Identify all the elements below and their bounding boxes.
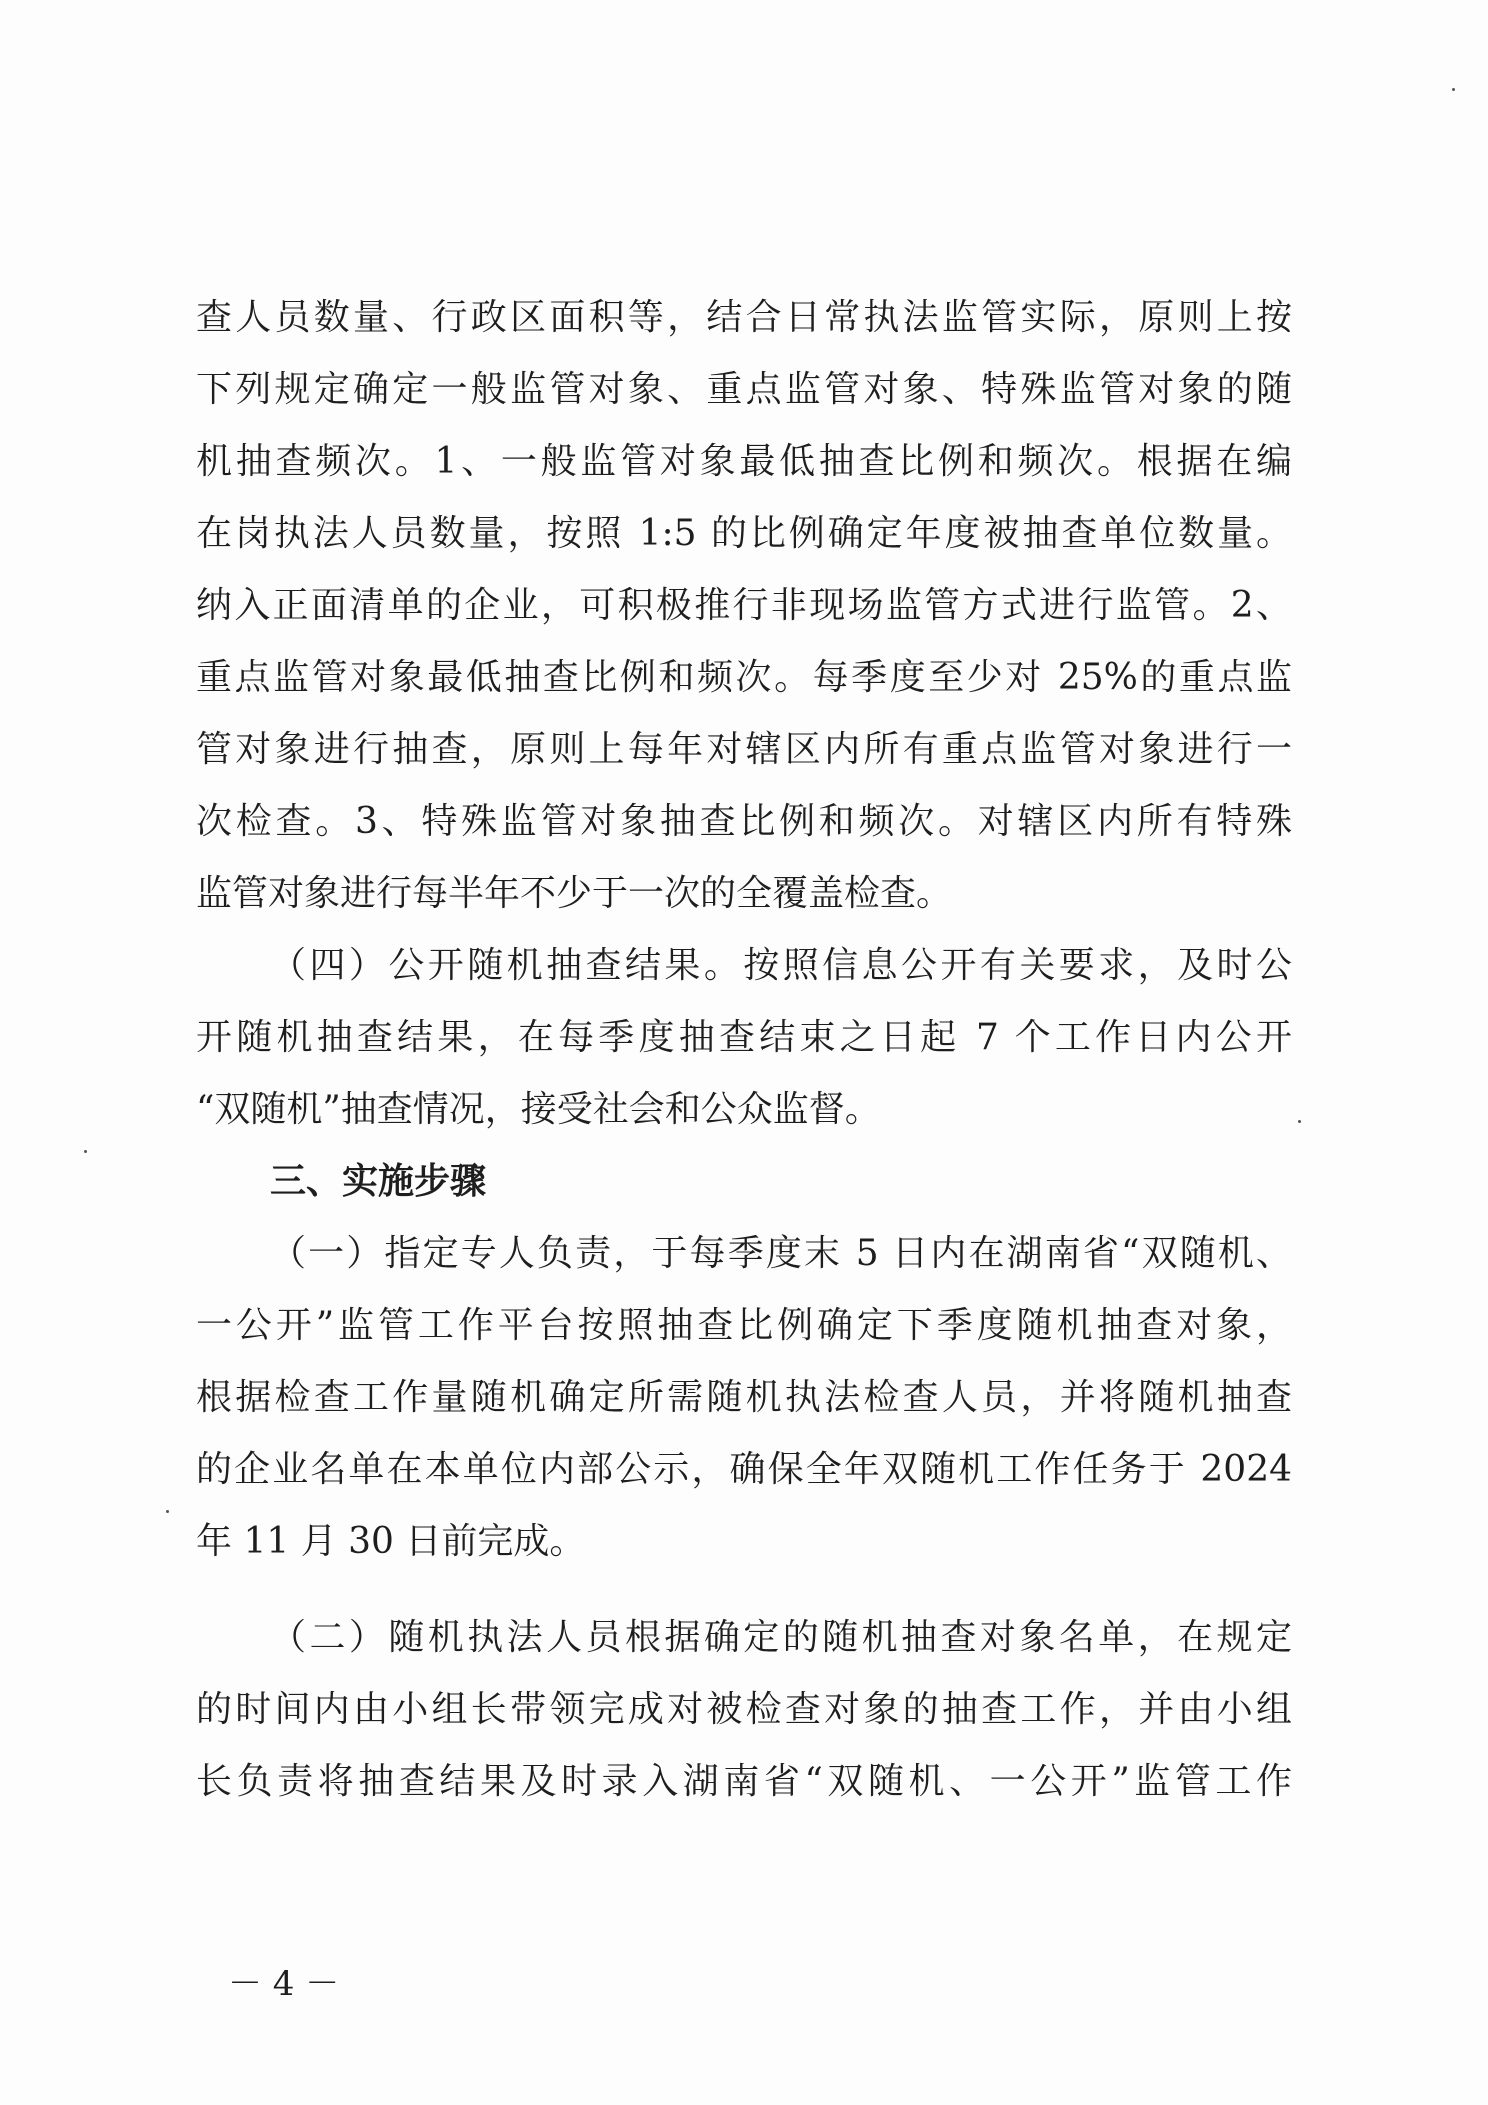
paragraph-line-7: 管对象进行抽查，原则上每年对辖区内所有重点监管对象进行一 xyxy=(196,729,1292,770)
paragraph-line-8: 次检查。3、特殊监管对象抽查比例和频次。对辖区内所有特殊 xyxy=(196,801,1292,842)
paragraph-line-3: 机抽查频次。1、一般监管对象最低抽查比例和频次。根据在编 xyxy=(196,441,1292,482)
paragraph-line-6: 重点监管对象最低抽查比例和频次。每季度至少对 25%的重点监 xyxy=(196,657,1292,698)
paragraph-line-9: 监管对象进行每半年不少于一次的全覆盖检查。 xyxy=(196,873,953,914)
paragraph-line-15: 一公开”监管工作平台按照抽查比例确定下季度随机抽查对象， xyxy=(196,1305,1292,1346)
paragraph-line-19: （二）随机执法人员根据确定的随机抽查对象名单，在规定 xyxy=(270,1617,1292,1658)
paragraph-line-11: 开随机抽查结果，在每季度抽查结束之日起 7 个工作日内公开 xyxy=(196,1017,1292,1058)
paragraph-line-18: 年 11 月 30 日前完成。 xyxy=(196,1521,586,1562)
paragraph-line-12: “双随机”抽查情况，接受社会和公众监督。 xyxy=(196,1089,881,1130)
paragraph-line-14: （一）指定专人负责，于每季度末 5 日内在湖南省“双随机、 xyxy=(270,1233,1292,1274)
paragraph-line-21: 长负责将抽查结果及时录入湖南省“双随机、一公开”监管工作 xyxy=(196,1761,1292,1802)
paragraph-line-5: 纳入正面清单的企业，可积极推行非现场监管方式进行监管。2、 xyxy=(196,585,1292,626)
paragraph-line-16: 根据检查工作量随机确定所需随机执法检查人员，并将随机抽查 xyxy=(196,1377,1292,1418)
paragraph-line-17: 的企业名单在本单位内部公示，确保全年双随机工作任务于 2024 xyxy=(196,1449,1292,1490)
section-heading: 三、实施步骤 xyxy=(270,1161,487,1202)
page-number: － 4 － xyxy=(228,1964,340,2004)
scan-speck xyxy=(1298,1120,1301,1123)
scan-speck xyxy=(1452,88,1455,91)
paragraph-line-20: 的时间内由小组长带领完成对被检查对象的抽查工作，并由小组 xyxy=(196,1689,1292,1730)
paragraph-line-4: 在岗执法人员数量，按照 1:5 的比例确定年度被抽查单位数量。 xyxy=(196,513,1292,554)
scan-speck xyxy=(84,1150,87,1153)
paragraph-line-1: 查人员数量、行政区面积等，结合日常执法监管实际，原则上按 xyxy=(196,297,1292,338)
scan-speck xyxy=(166,1510,169,1513)
paragraph-line-2: 下列规定确定一般监管对象、重点监管对象、特殊监管对象的随 xyxy=(196,369,1292,410)
paragraph-line-10: （四）公开随机抽查结果。按照信息公开有关要求，及时公 xyxy=(270,945,1292,986)
